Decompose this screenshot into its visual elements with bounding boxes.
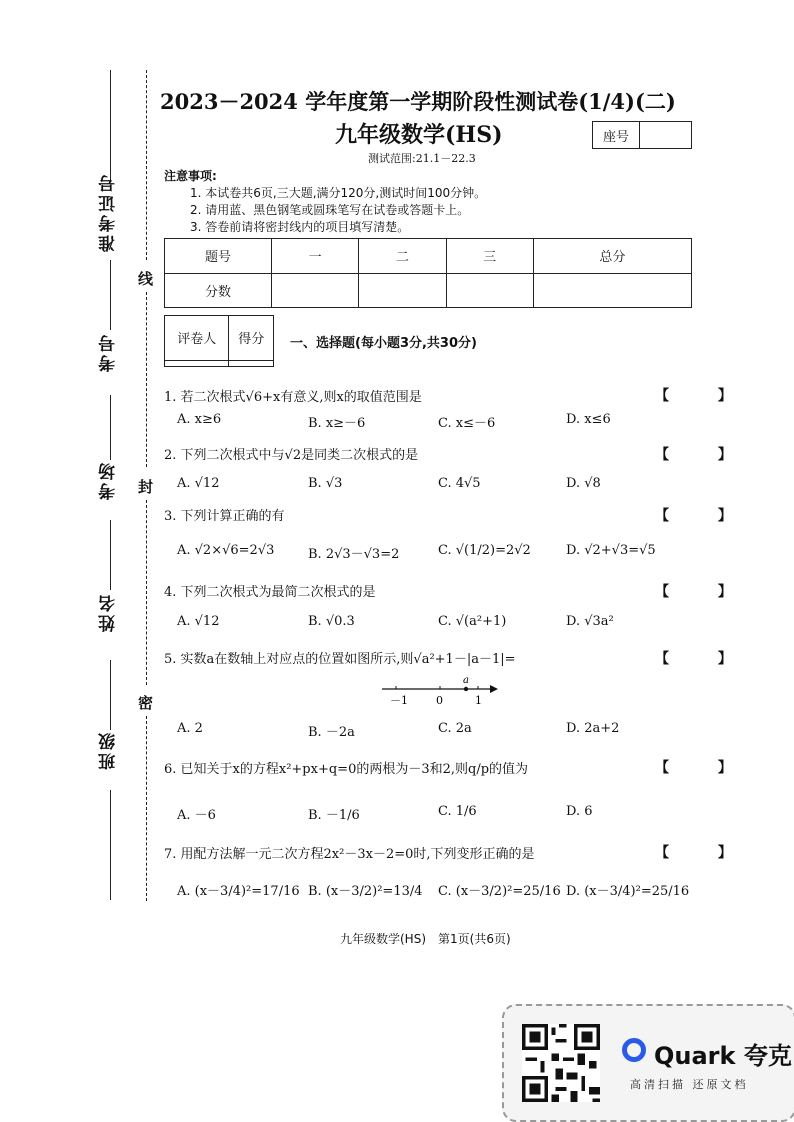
option: A. －6 [177, 808, 216, 823]
option: B. √3 [308, 476, 343, 491]
option: A. √2×√6=2√3 [177, 543, 275, 558]
answer-bracket[interactable]: 【 】 [655, 508, 754, 524]
seal-char-xian: 线 [138, 270, 154, 288]
label-1: 1 [475, 694, 482, 707]
score-cell[interactable] [272, 273, 359, 308]
score-header: 题号 [165, 239, 272, 274]
question-stem: 2. 下列二次根式中与√2是同类二次根式的是 [164, 448, 419, 463]
score-table [164, 238, 692, 308]
notes [164, 168, 486, 236]
score-header: 二 [359, 239, 446, 274]
option: B. x≥－6 [308, 416, 366, 431]
option: B. －2a [308, 725, 355, 740]
answer-bracket[interactable]: 【 】 [655, 845, 754, 861]
option: C. (x－3/2)²=25/16 [438, 884, 561, 899]
option: C. 2a [438, 721, 472, 736]
label-a: a [463, 675, 469, 686]
seal-char-feng: 封 [138, 478, 154, 496]
question-stem: 7. 用配方法解一元二次方程2x²－3x－2=0时,下列变形正确的是 [164, 847, 535, 862]
option: A. √12 [177, 614, 220, 629]
score-cell[interactable] [229, 360, 274, 366]
number-line-arrow-icon [490, 685, 498, 693]
exam-subtitle: 九年级数学(HS) [335, 122, 503, 148]
seal-line-mid1 [146, 292, 147, 467]
option: C. √(1/2)=2√2 [438, 543, 531, 558]
option: C. 4√5 [438, 476, 481, 491]
option: A. (x－3/4)²=17/16 [177, 884, 300, 899]
seal-line-mid2 [146, 500, 147, 685]
page-footer: 九年级数学(HS) 第1页(共6页) [340, 932, 511, 946]
option: A. 2 [177, 721, 203, 736]
question-stem: 6. 已知关于x的方程x²+px+q=0的两根为－3和2,则q/p的值为 [164, 762, 529, 777]
notes-heading: 注意事项: [164, 169, 217, 183]
binding-line-5 [110, 660, 111, 730]
section-title: 一、选择题(每小题3分,共30分) [290, 336, 477, 351]
option: A. √12 [177, 476, 220, 491]
answer-bracket[interactable]: 【 】 [655, 760, 754, 776]
option: B. √0.3 [308, 614, 355, 629]
binding-field-class: 班级 [99, 730, 119, 770]
grader-cell[interactable] [165, 360, 229, 366]
question-stem: 4. 下列二次根式为最简二次根式的是 [164, 585, 376, 600]
seat-box [592, 121, 692, 149]
score-header: 三 [446, 239, 533, 274]
binding-field-exam-no: 考号 [99, 332, 119, 372]
seat-label: 座号 [593, 122, 640, 148]
option: D. x≤6 [566, 412, 611, 427]
point-a [464, 687, 468, 691]
option: A. x≥6 [177, 412, 222, 427]
binding-field-name: 姓名 [99, 592, 119, 632]
exam-title: 2023－2024 学年度第一学期阶段性测试卷(1/4)(二) [160, 89, 676, 114]
score-cell[interactable] [359, 273, 446, 308]
binding-field-id: 准考证号 [99, 172, 119, 252]
option: C. x≤－6 [438, 416, 496, 431]
notes-item: 2. 请用蓝、黑色钢笔或圆珠笔写在试卷或答题卡上。 [190, 203, 470, 217]
score-header: 一 [272, 239, 359, 274]
option: D. √2+√3=√5 [566, 543, 656, 558]
test-range: 测试范围:21.1－22.3 [368, 152, 476, 165]
option: C. 1/6 [438, 804, 477, 819]
option: B. 2√3－√3=2 [308, 547, 400, 562]
notes-item: 3. 答卷前请将密封线内的项目填写清楚。 [190, 220, 410, 234]
label-minus1: －1 [390, 694, 408, 707]
grader-table [164, 315, 274, 367]
option: D. 6 [566, 804, 593, 819]
seat-input[interactable] [640, 122, 691, 148]
option: D. (x－3/4)²=25/16 [566, 884, 690, 899]
option: B. (x－3/2)²=13/4 [308, 884, 423, 899]
answer-bracket[interactable]: 【 】 [655, 651, 754, 667]
answer-bracket[interactable]: 【 】 [655, 584, 754, 600]
quark-brand: Quark 夸克 [654, 1042, 792, 1070]
question-stem: 1. 若二次根式√6+x有意义,则x的取值范围是 [164, 390, 422, 405]
answer-bracket[interactable]: 【 】 [655, 388, 754, 404]
option: C. √(a²+1) [438, 614, 507, 629]
quark-badge[interactable] [502, 1004, 794, 1122]
quark-logo-icon [622, 1038, 646, 1062]
binding-field-room: 考场 [99, 460, 119, 500]
qr-code-icon [522, 1024, 600, 1102]
label-0: 0 [436, 694, 443, 707]
grader-label: 评卷人 [165, 316, 229, 361]
binding-line-6 [110, 790, 111, 900]
option: D. 2a+2 [566, 721, 620, 736]
seal-line-bottom [146, 716, 147, 901]
binding-line-2 [110, 260, 111, 330]
notes-item: 1. 本试卷共6页,三大题,满分120分,测试时间100分钟。 [190, 186, 487, 200]
binding-line-top [110, 70, 111, 180]
answer-bracket[interactable]: 【 】 [655, 447, 754, 463]
option: B. －1/6 [308, 808, 360, 823]
score-header: 总分 [533, 239, 691, 274]
question-stem: 5. 实数a在数轴上对应点的位置如图所示,则√a²+1－|a－1|= [164, 652, 516, 667]
number-line-figure [378, 672, 502, 708]
question-stem: 3. 下列计算正确的有 [164, 509, 285, 524]
binding-line-3 [110, 395, 111, 460]
score-cell[interactable] [446, 273, 533, 308]
binding-line-4 [110, 520, 111, 590]
seal-line-top [146, 70, 147, 260]
score-cell[interactable] [533, 273, 691, 308]
option: D. √8 [566, 476, 601, 491]
score-row-label: 分数 [165, 273, 272, 308]
option: D. √3a² [566, 614, 614, 629]
score-label: 得分 [229, 316, 274, 361]
seal-char-mi: 密 [138, 694, 154, 712]
quark-tagline: 高清扫描 还原文档 [630, 1078, 749, 1091]
